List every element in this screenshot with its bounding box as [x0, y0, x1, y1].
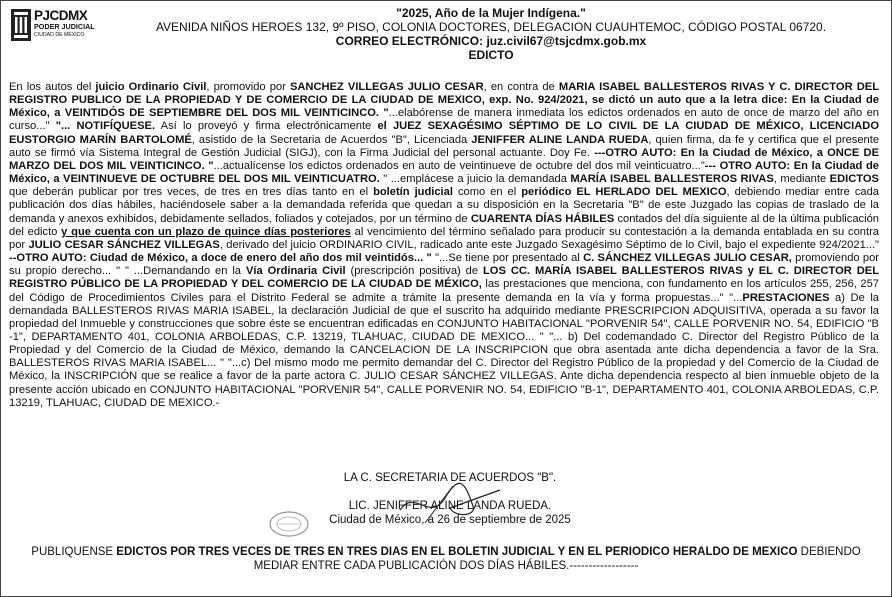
court-seal-icon: [268, 510, 310, 538]
document-header: [96, 6, 886, 62]
logo-subtitle-city: CIUDAD DE MÉXICO: [34, 32, 85, 38]
signatory-name: LIC. JENIFFER ALINE LANDA RUEDA.: [348, 500, 552, 512]
handwritten-signature-icon: [395, 478, 505, 528]
signature-date: Ciudad de México, a 26 de septiembre de 2025: [329, 514, 571, 526]
pjcdmx-logo: [10, 8, 95, 44]
header-email: CORREO ELECTRÓNICO: juz.civil67@tsjcdmx.gob.mx: [335, 34, 647, 48]
header-address: AVENIDA NIÑOS HEROES 132, 9º PISO, COLONIA DOCTORES, DELEGACION CUAUHTEMOC, CÓDIGO POSTAL 06720.: [155, 20, 827, 34]
logo-title: PJCDMX: [34, 8, 88, 23]
signatory-role: LA C. SECRETARIA DE ACUERDOS "B".: [343, 472, 557, 484]
edict-body: En los autos del juicio Ordinario Civil, promovido por SANCHEZ VILLEGAS JULIO CESAR, en contra de MARIA ISABEL BALLESTEROS RIVAS Y C. DIRECTOR DEL REGISTRO PUBLICO DE LA PROPIEDAD Y DE COMERCIO DE LA CIUDAD DE MEXICO, exp. No. 924/2021, se dictó un auto que a la letra dice: En la Ciudad de México, a VEINTIDÓS DE SEPTIEMBRE DEL DOS MIL VEINTICINCO. "...elabórense de manera inmediata los edictos ordenados en auto de once de marzo del año en curso..." "... NOTIFÍQUESE. Así lo proveyó y firma electrónicamente el JUEZ SEXAGÉSIMO SÉPTIMO DE LO CIVIL DE LA CIUDAD DE MÉXICO, LICENCIADO EUSTORGIO MARÍN BARTOLOMÉ, asistido de la Secretaria de Acuerdos "B", Licenciada JENIFFER ALINE LANDA RUEDA, quien firma, da fe y certifica que el presente auto se firmó vía Sistema Integral de Gestión Judicial (SIGJ), con la Firma Judicial del personal actuante. Doy Fe. ---OTRO AUTO: En la Ciudad de México, a ONCE DE MARZO DEL DOS MIL VEINTICINCO. "...actualícense los edictos ordenados en auto de veintinueve de octubre del dos mil veinticuatro..."--- OTRO AUTO: En la Ciudad de México, a VEINTINUEVE DE OCTUBRE DEL DOS MIL VEINTICUATRO. " ...emplácese a juicio la demandada MARÍA ISABEL BALLESTEROS RIVAS, mediante EDICTOS que deberán publicar por tres veces, de tres en tres días tanto en el boletín judicial como en el periódico EL HERLADO DEL MEXICO, debiendo mediar entre cada publicación dos días hábiles, haciéndosele saber a la demandada referida que quedan a su disposición en la Secretaria "B" de este Juzgado las copias de traslado de la demanda y anexos exhibidos, debidamente sellados, foliados y cotejados, por un término de CUARENTA DÍAS HÁBILES contados del día siguiente al de la última publicación del edicto y que cuenta con un plazo de quince días posteriores al vencimiento del término señalado para producir su contestación a la demanda entablada en su contra por JULIO CESAR SÁNCHEZ VILLEGAS, derivado del juicio ORDINARIO CIVIL, radicado ante este Juzgado Sexagésimo Séptimo de lo Civil, bajo el expediente 924/2021..." --OTRO AUTO: Ciudad de México, a doce de enero del año dos mil veintidós... " "...Se tiene por presentado al C. SÁNCHEZ VILLEGAS JULIO CESAR, promoviendo por su propio derecho... " " ...Demandando en la Vía Ordinaria Civil (prescripción positiva) de LOS CC. MARÍA ISABEL BALLESTEROS RIVAS y EL C. DIRECTOR DEL REGISTRO PÚBLICO DE LA PROPIEDAD Y DEL COMERCIO DE LA CIUDAD DE MÉXICO, las prestaciones que menciona, con fundamento en los artículos 255, 256, 257 del Código de Procedimientos Civiles para el Distrito Federal se admite a trámite la presente demanda en la vía y forma propuestas..." "...PRESTACIONES a) De la demandada BALLESTEROS RIVAS MARIA ISABEL, la declaración Judicial de que el suscrito ha adquirido mediante PRESCRIPCION ADQUISITIVA, operada a su favor la propiedad del Inmueble y construcciones que sobre éste se encuentran edificadas en CONJUNTO HABITACIONAL "PORVENIR 54", CALLE PORVENIR NO. 54, EDIFICIO "B -1", DEPARTAMENTO 401, COLONIA ARBOLEDAS, C.P. 13219, TLAHUAC, CIUDAD DE MEXICO... " "... b) Del codemandado C. Director del Registro Público de la Propiedad y del Comercio de la Ciudad de México, demando la CANCELACION DE LA INSCRIPCION que obra asentada ante dicha dependencia a favor de la Sra. BALLESTEROS RIVAS MARIA ISABEL... " "...c) Del mismo modo me permito demandar del C. Director del Registro Público de la propiedad y del Comercio de la Ciudad de México, la INSCRIPCIÓN que se realice a favor de la parte actora C. JULIO CESAR SÁNCHEZ VILLEGAS. Ante dicha dependencia respecto al bien inmueble objeto de la presente acción ubicado en CONJUNTO HABITACIONAL "PORVENIR 54", CALLE PORVENIR NO. 54, EDIFICIO "B-1", DEPARTAMENTO 401, COLONIA ARBOLEDAS, C.P. 13219, TLAHUAC, CIUDAD DE MEXICO.-: [9, 81, 880, 409]
logo-subtitle: PODER JUDICIAL: [34, 22, 95, 31]
publication-instructions: PUBLIQUENSE EDICTOS POR TRES VECES DE TRES EN TRES DIAS EN EL BOLETIN JUDICIAL Y EN EL PERIODICO HERALDO DE MEXICO DEBIENDO MEDIAR ENTRE CADA PUBLICACIÓN DOS DÍAS HÁBILES.------------------: [31, 546, 861, 572]
document-title: EDICTO: [468, 48, 514, 62]
header-year-motto: "2025, Año de la Mujer Indígena.": [396, 6, 586, 20]
court-emblem-icon: [10, 8, 32, 42]
